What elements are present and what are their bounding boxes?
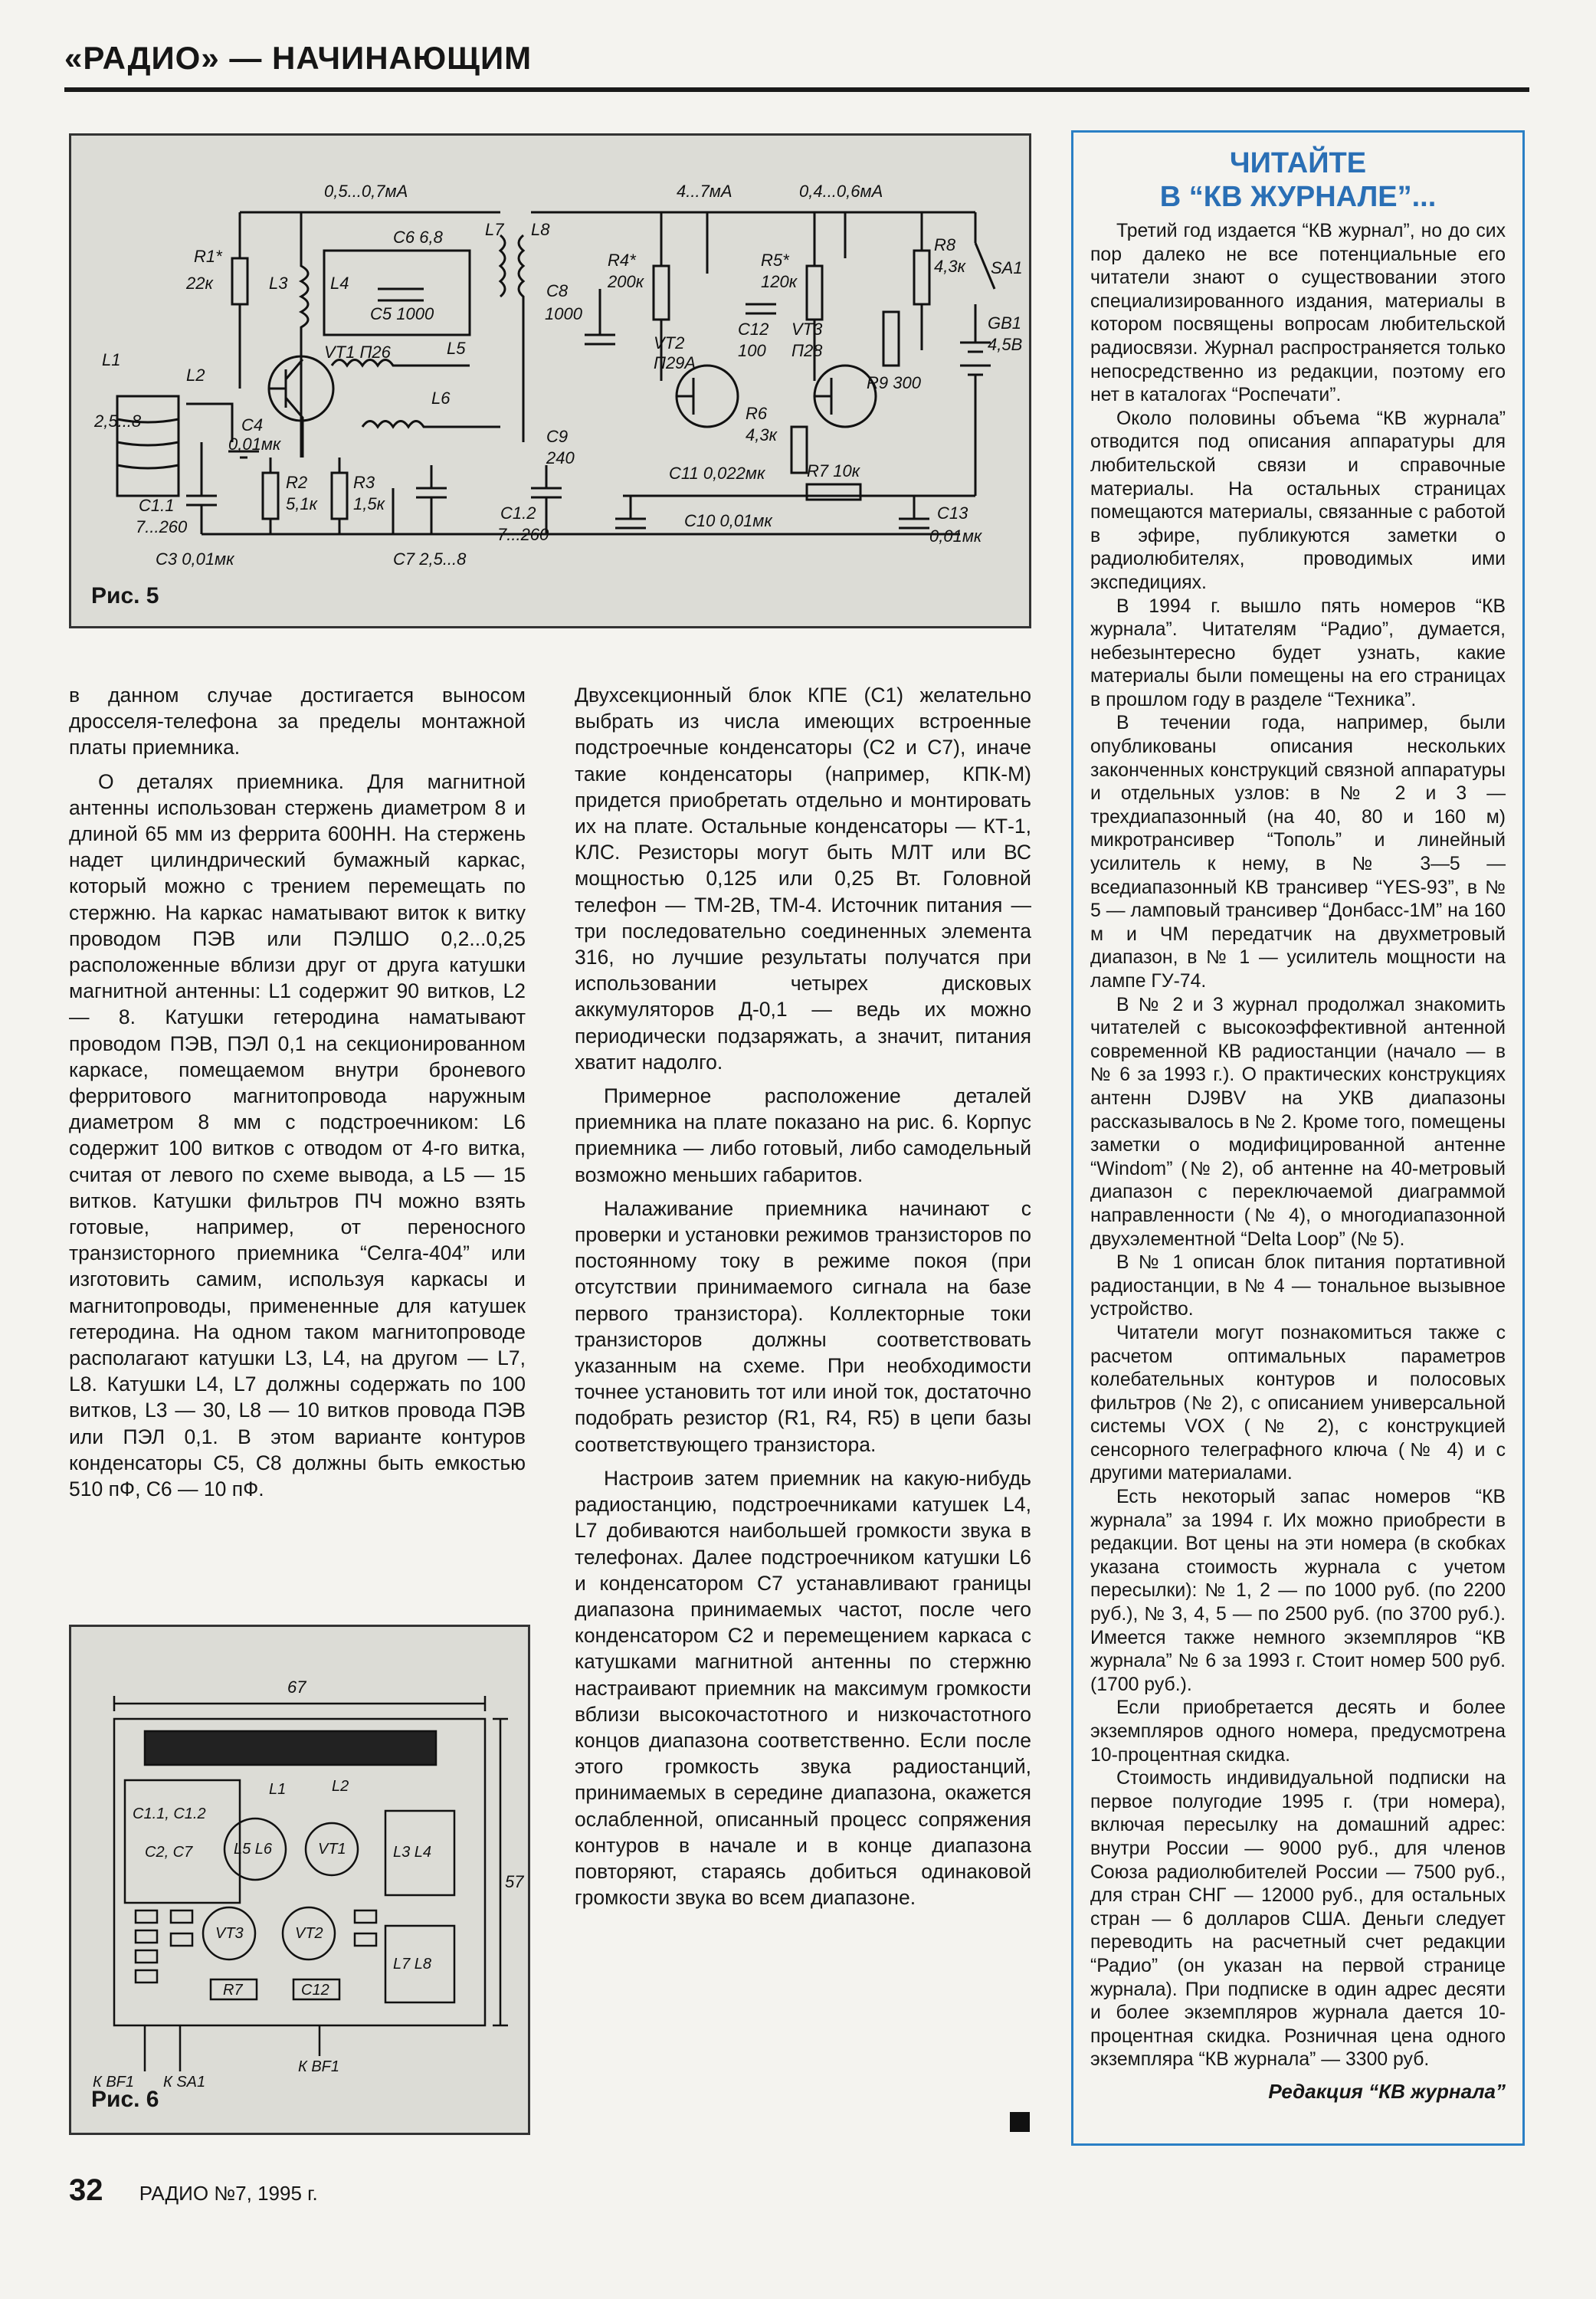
fig5-label: 0,5...0,7мА — [324, 182, 408, 201]
sidebar-body — [1090, 220, 1506, 2072]
fig5-label: 4,5В — [988, 335, 1023, 354]
fig5-label: L8 — [531, 220, 550, 239]
fig5-label: L7 — [485, 220, 504, 239]
fig5-label: С8 — [546, 281, 569, 300]
fig6-label: К BF1 — [93, 2074, 135, 2091]
fig5-label: П28 — [791, 341, 823, 360]
fig5-label: С11 0,022мк — [669, 464, 765, 483]
fig5-label: R6 — [746, 404, 768, 423]
fig5-label: R3 — [353, 473, 375, 492]
fig5-label: VT3 — [791, 320, 823, 339]
fig6-label: VT2 — [295, 1925, 323, 1942]
figure-6-board-layout — [69, 1625, 530, 2135]
sidebar-paragraph: Третий год издается “КВ журнал”, но до сих пор далеко не все потенциальные его читатели знают о существовании этого специализированного издания, материалы в котором посвящены вопросам любительской радиосвязи. Журнал распространяется только непосредственно из редакции, поэтому его нет в каталогах “Роспечати”. — [1090, 221, 1506, 406]
fig5-label: С1.2 — [500, 503, 536, 523]
fig5-label: VT2 — [654, 333, 685, 353]
schematic-drawing — [71, 136, 1029, 626]
fig5-label: 5,1к — [286, 494, 317, 513]
fig5-label: GB1 — [988, 313, 1022, 333]
fig5-label: R5* — [761, 251, 789, 270]
board-drawing — [71, 1627, 528, 2133]
figure-5-caption: Рис. 5 — [91, 583, 159, 608]
column-1-paragraph: в данном случае достигается выносом дросселя-телефона за пределы монтажной платы приемника. — [69, 684, 526, 759]
fig5-label: С1.1 — [139, 496, 175, 515]
fig6-label: 57 — [505, 1872, 524, 1891]
fig5-label: R9 300 — [867, 373, 921, 392]
fig5-label: 0,01мк — [929, 526, 982, 546]
column-1 — [69, 682, 526, 1510]
fig5-label: VT1 П26 — [324, 343, 391, 362]
fig5-label: 240 — [546, 448, 575, 467]
sidebar-title — [1090, 146, 1506, 214]
fig6-label: С1.1, С1.2 — [133, 1805, 206, 1822]
page-footer — [69, 2173, 318, 2208]
column-1-paragraph: О деталях приемника. Для магнитной антенны использован стержень диаметром 8 и длиной 65 мм из феррита 600НН. На стержень надет цилиндрический бумажный каркас, который можно с трением перемещать по стержню. На каркас наматывают виток к витку проводом ПЭВ или ПЭЛШО 0,2...0,25 расположенные вблизи друг от друга катушки магнитной антенны: L1 содержит 90 витков, L2 — 8. Катушки гетеродина наматывают проводом ПЭВ, ПЭЛ 0,1 на секционированном каркасе, помещаемом внутри броневого ферритового магнитопровода наружным диаметром 8 мм с подстроечником: L6 содержит 100 витков с отводом от 4-го витка, считая от левого по схеме вывода, а L5 — 15 витков. Катушки фильтров ПЧ можно взять готовые, например, от переносного транзисторного приемника “Селга-404” или изготовить самим, используя каркасы и магнитопроводы, примененные для катушек гетеродина. На одном таком магнитопроводе располагают катушки L3, L4, на другом — L7, L8. Катушки L4, L7 должны содержать по 100 витков, L3 — 30, L8 — 10 витков провода ПЭВ или ПЭЛ 0,1. В этом варианте контуров конденсаторы С5, С8 должны быть емкостью 510 пФ, С6 — 10 пФ. — [69, 769, 526, 1501]
page-number: 32 — [69, 2173, 103, 2207]
fig5-label: L3 — [269, 274, 288, 293]
fig5-label: С9 — [546, 427, 569, 446]
fig5-label: L1 — [102, 350, 121, 369]
fig5-label: 4...7мА — [677, 182, 732, 201]
figure-6-caption: Рис. 6 — [91, 2087, 159, 2112]
fig6-label: R7 — [223, 1982, 243, 1999]
header-rule — [64, 87, 1529, 92]
column-2-paragraph: Примерное расположение деталей приемника на плате показано на рис. 6. Корпус приемника — либо готовый, либо самодельный возможно меньших габаритов. — [575, 1084, 1031, 1186]
fig6-label: L7 L8 — [393, 1956, 432, 1973]
fig5-label: L4 — [330, 274, 349, 293]
column-2-paragraph: Настроив затем приемник на какую-нибудь радиостанцию, подстроечниками катушек L4, L7 добиваются наибольшей громкости звука в телефонах. Далее подстроечником катушки L6 и конденсатором С7 устанавливают границы диапазона принимаемых частот, после чего конденсатором С2 и перемещением каркаса с катушками магнитной антенны по стержню настраивают приемник на максимум громкости вблизи высокочастотного и низкочастотного концов диапазона соответственно. Если после этого громкость звука радиостанций, принимаемых в середине диапазона, окажется ослабленной, описанный процесс сопряжения контуров в начале и в конце диапазона повторяют, стараясь добиться одинаковой громкости звука во всем диапазоне. — [575, 1466, 1031, 1910]
fig5-label: 4,3к — [746, 425, 777, 444]
fig5-label: 1000 — [545, 304, 582, 323]
fig6-label: L5 L6 — [234, 1841, 273, 1858]
fig5-label: С13 — [937, 503, 968, 523]
sidebar-paragraph: Если приобретается десять и более экземпляров одного номера, предусмотрена 10-процентная скидка. — [1090, 1697, 1506, 1766]
fig6-label: VT3 — [215, 1925, 244, 1942]
figure-5-schematic — [69, 133, 1031, 628]
sidebar-title-line-2: В “КВ ЖУРНАЛЕ”... — [1159, 181, 1437, 213]
column-2 — [575, 682, 1031, 1918]
sidebar-paragraph: Около половины объема “КВ журнала” отводится под описания аппаратуры для любительской связи и справочные материалы. На остальных страницах помещаются материалы, связанные с работой в эфире, публикуются заметки о радиолюбителях, проводимых ими экспедициях. — [1090, 408, 1506, 593]
sidebar-paragraph: Читатели могут познакомиться также с расчетом оптимальных параметров колебательных контуров и полосовых фильтров (№ 2), с описанием универсальной системы VOX (№ 2), с конструкцией сенсорного телеграфного ключа (№ 4) и с другими материалами. — [1090, 1322, 1506, 1484]
fig5-label: 1,5к — [353, 494, 385, 513]
fig5-label: R1* — [194, 247, 222, 266]
fig6-label: С12 — [301, 1982, 329, 1999]
fig5-label: С7 2,5...8 — [393, 549, 467, 569]
fig5-label: 2,5...8 — [94, 412, 142, 431]
fig5-label: 22к — [186, 274, 213, 293]
column-2-paragraph: Налаживание приемника начинают с проверки и установки режимов транзисторов по постоянному току в режиме покоя (при отсутствии принимаемого сигнала на базе первого транзистора). Коллекторные токи транзисторов должны соответствовать указанным на схеме. При необходимости точнее установить тот или иной ток, достаточно подобрать резистор (R1, R4, R5) в цепи базы соответствующего транзистора. — [575, 1196, 1031, 1456]
fig5-label: R8 — [934, 235, 956, 254]
fig5-label: С6 6,8 — [393, 228, 443, 247]
fig5-label: С10 0,01мк — [684, 511, 772, 530]
fig5-label: L6 — [431, 389, 451, 408]
fig6-label: L2 — [332, 1778, 349, 1795]
sidebar-title-line-1: ЧИТАЙТЕ — [1229, 147, 1367, 179]
fig6-label: К SA1 — [163, 2074, 206, 2091]
fig6-label: С2, С7 — [145, 1844, 193, 1861]
fig5-label: SA1 — [991, 258, 1023, 277]
fig5-label: R4* — [608, 251, 636, 270]
sidebar-paragraph: В № 2 и 3 журнал продолжал знакомить читателей с высокоэффективной антенной современной КВ радиостанции (начало — в № 6 за 1993 г.). О практических конструкциях антенн DJ9BV на УКВ диапазоны рассказывалось в № 2. Кроме того, помещены заметки о модифицированной антенне “Windom” (№ 2), об антенне на 40-метровый диапазон с переключаемой диаграммой направленности (№ 4), о многодиапазонной двухэлементной “Delta Loop” (№ 5). — [1090, 994, 1506, 1250]
fig5-label: С3 0,01мк — [156, 549, 234, 569]
fig6-label: L3 L4 — [393, 1844, 432, 1861]
sidebar-signature: Редакция “КВ журнала” — [1268, 2079, 1506, 2103]
fig5-label: 7...260 — [136, 517, 188, 536]
fig5-label: С5 1000 — [370, 304, 434, 323]
fig6-label: 67 — [287, 1678, 306, 1697]
sidebar-paragraph: В 1994 г. вышло пять номеров “КВ журнала”. Читателям “Радио”, думается, небезынтересно будет узнать, какие материалы были помещены на его страницах в прошлом году в разделе “Техника”. — [1090, 595, 1506, 710]
fig6-label: К BF1 — [298, 2058, 340, 2075]
fig5-label: 0,01мк — [228, 435, 281, 454]
section-header: «РАДИО» — НАЧИНАЮЩИМ — [64, 40, 533, 76]
fig5-label: R2 — [286, 473, 308, 492]
fig5-label: 0,4...0,6мА — [799, 182, 883, 201]
issue-label: РАДИО №7, 1995 г. — [139, 2182, 318, 2205]
fig6-label: L1 — [269, 1781, 287, 1798]
fig5-label: L5 — [447, 339, 466, 358]
sidebar-paragraph: В течении года, например, были опубликованы описания нескольких законченных конструкций связной аппаратуры и отдельных узлов: в № 2 и 3 — трехдиапазонный (на 40, 80 и 160 м) микротрансивер “Тополь” и линейный усилитель к нему, в № 3—5 — вседиапазонный КВ трансивер “YES-93”, в № 5 — ламповый трансивер “Донбасс-1М” на 160 м и ЧМ передатчик на двухметровый диапазон, в № 1 — усилитель мощности на лампе ГУ-74. — [1090, 713, 1506, 992]
column-2-paragraph: Двухсекционный блок КПЕ (С1) желательно выбрать из числа имеющих встроенные подстроечные конденсаторы (С2 и С7), иначе такие конденсаторы (например, КПК-М) придется приобретать отдельно и монтировать их на плате. Остальные конденсаторы — КТ-1, КЛС. Резисторы могут быть МЛТ или ВС мощностью 0,125 или 0,25 Вт. Головной телефон — ТМ-2В, ТМ-4. Источник питания — три последовательно соединенных элемента 316, но лучшие результаты получатся при использовании четырех дисковых аккумуляторов Д-0,1 — ведь их можно периодически подзаряжать, а значит, питания хватит надолго. — [575, 684, 1031, 1074]
fig5-label: 100 — [738, 341, 766, 360]
fig5-label: R7 10к — [807, 461, 860, 480]
fig5-label: П29А — [654, 353, 696, 372]
kv-journal-sidebar — [1071, 130, 1525, 2146]
fig5-label: L2 — [186, 366, 205, 385]
sidebar-paragraph: В № 1 описан блок питания портативной радиостанции, в № 4 — тональное вызывное устройство. — [1090, 1252, 1506, 1320]
fig5-label: С12 — [738, 320, 769, 339]
fig5-label: 200к — [608, 272, 644, 291]
fig6-label: VT1 — [318, 1841, 346, 1858]
sidebar-paragraph: Есть некоторый запас номеров “КВ журнала” за 1994 г. Их можно приобрести в редакции. Вот цены на эти номера (в скобках указана стоимость журнала с учетом пересылки): № 1, 2 — по 1000 руб. (по 2200 руб.), № 3, 4, 5 — по 2500 руб. (по 3700 руб.). Имеется также немного экземпляров “КВ журнала” № 6 за 1993 г. Стоит номер 500 руб. (1700 руб.). — [1090, 1487, 1506, 1695]
fig5-label: 4,3к — [934, 257, 965, 276]
fig5-label: 7...260 — [497, 525, 549, 544]
fig5-label: 120к — [761, 272, 798, 291]
end-of-article-mark — [1010, 2112, 1030, 2132]
fig5-label: С4 — [241, 415, 264, 435]
sidebar-paragraph: Стоимость индивидуальной подписки на первое полугодие 1995 г. (три номера), включая пересылку на домашний адрес: внутри России — 9000 руб., для членов Союза радиолюбителей России — 7500 руб., для стран СНГ — 12000 руб., для остальных стран — 6 долларов США. Деньги следует переводить на расчетный счет редакции “Радио” (он указан на первой странице журнала). При подписке в один адрес десяти и более экземпляров журнала дается 10-процентная скидка. Розничная цена одного экземпляра “КВ журнала” — 3300 руб. — [1090, 1768, 1506, 2071]
